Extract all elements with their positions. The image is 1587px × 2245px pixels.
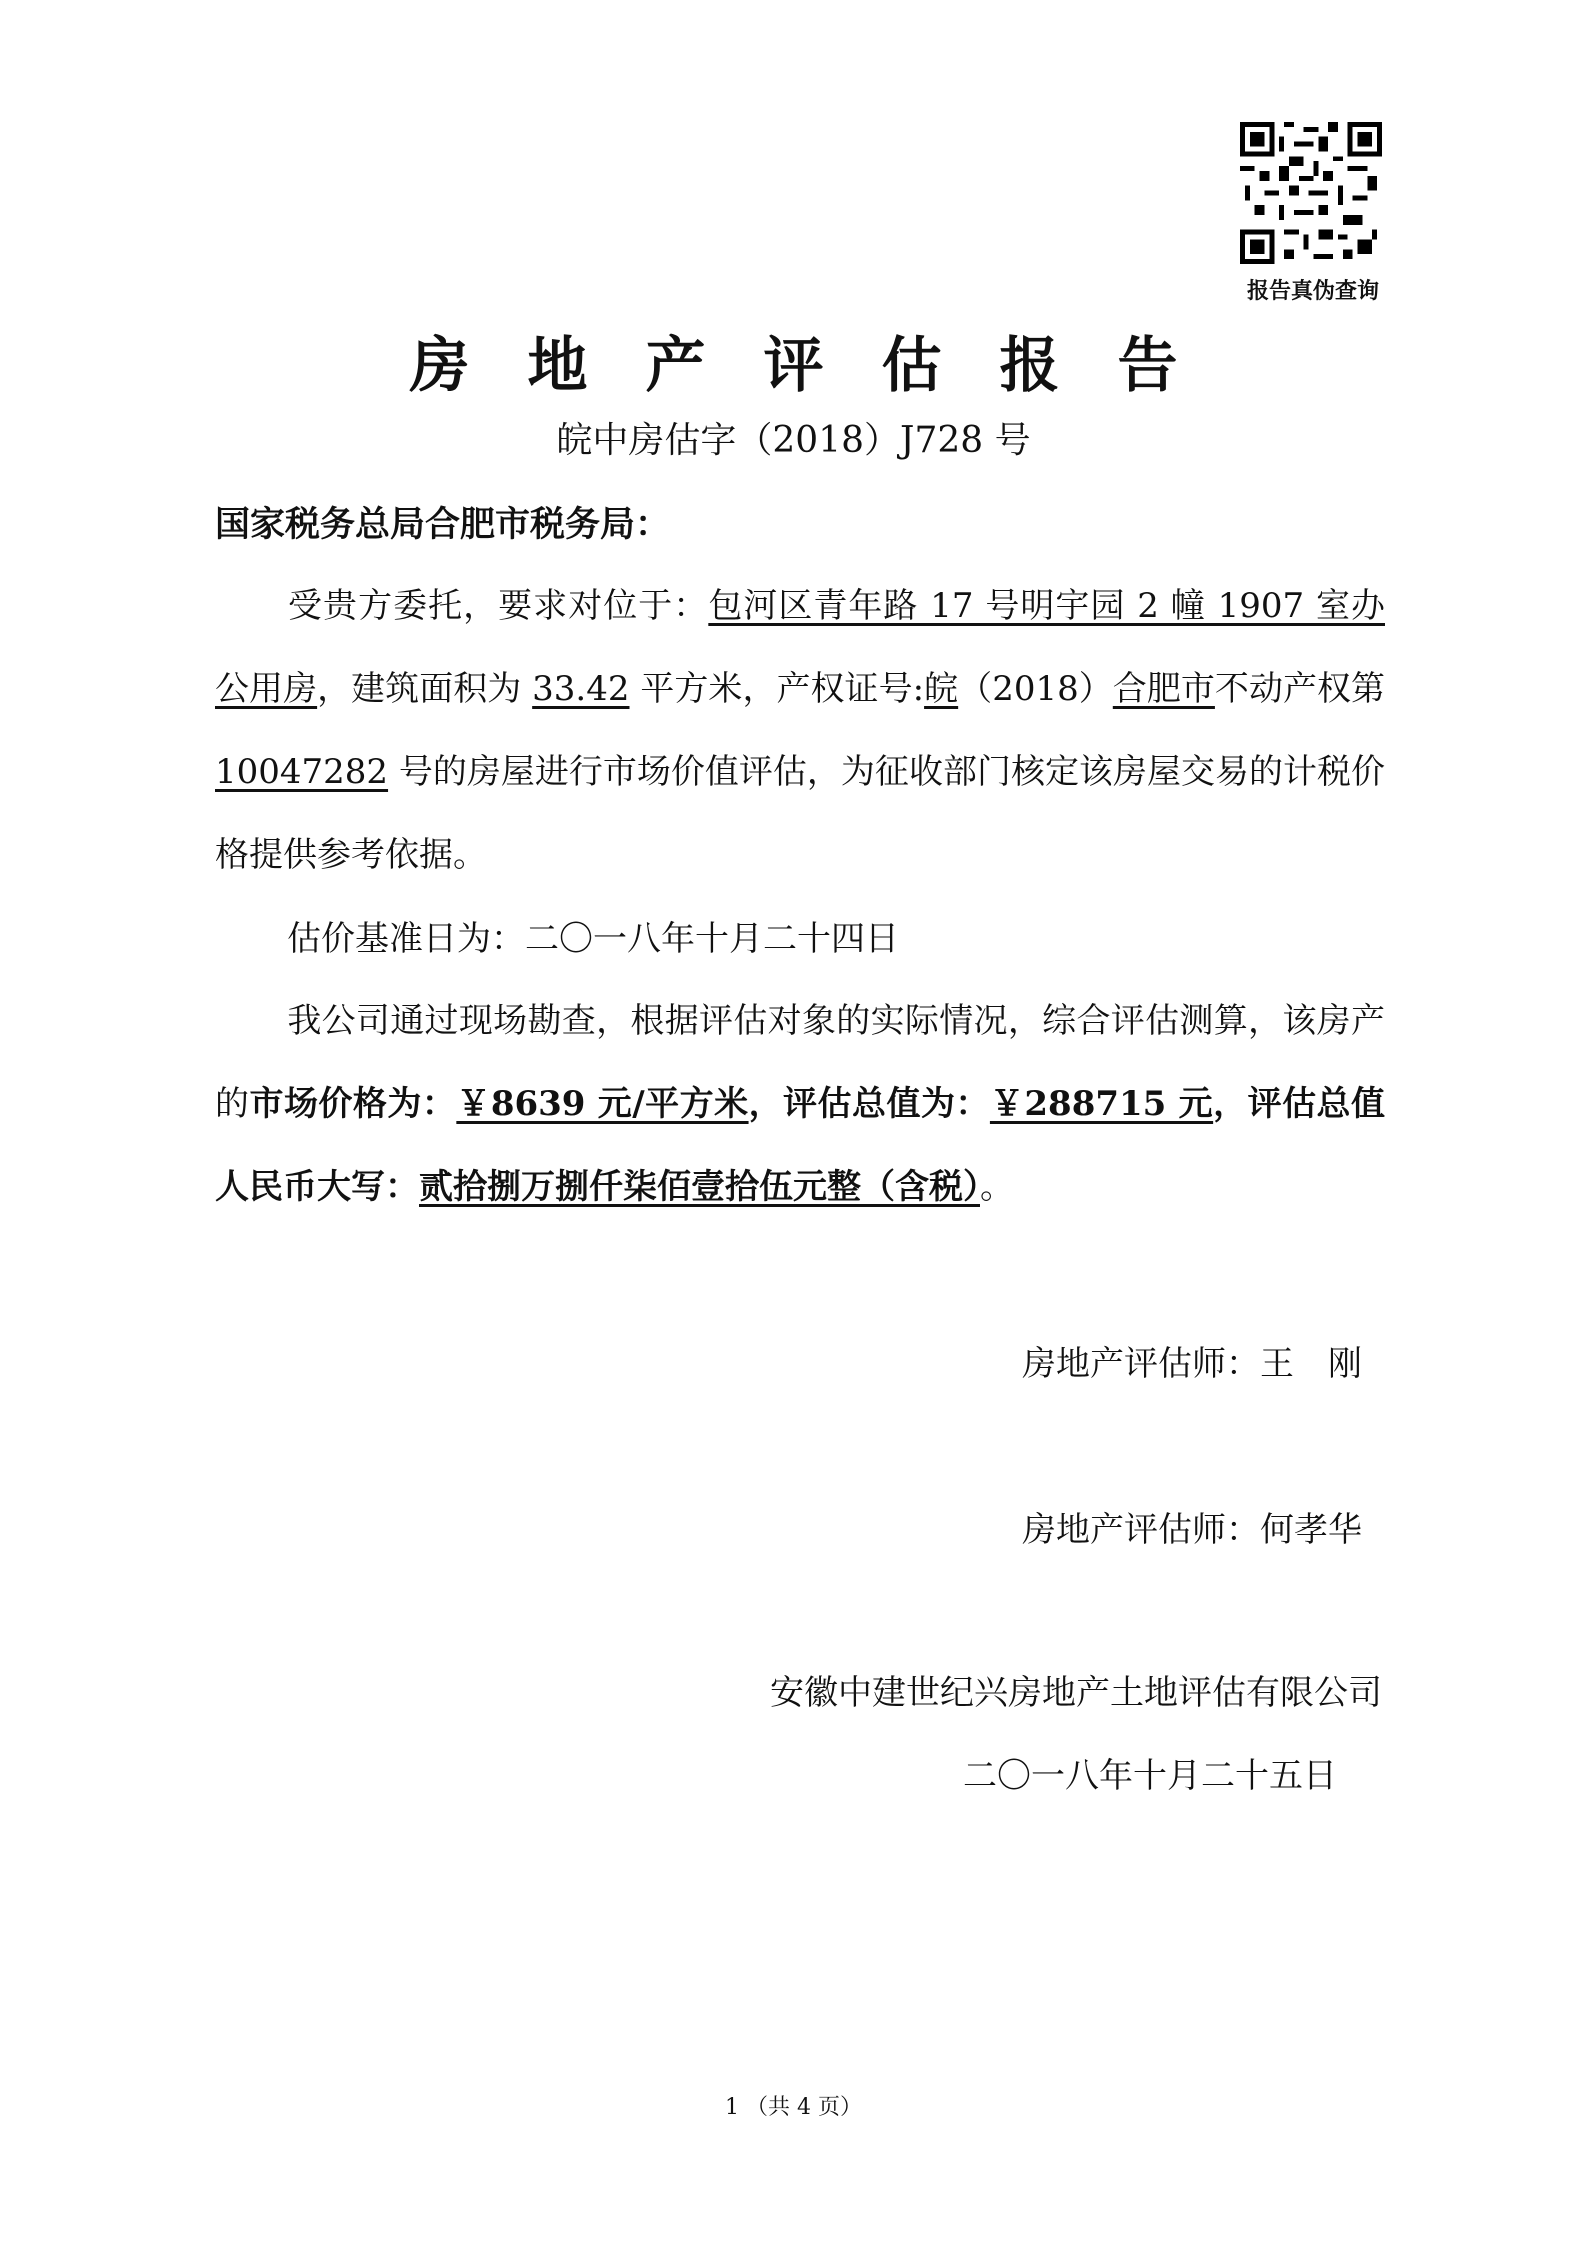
paragraph-result: 我公司通过现场勘查，根据评估对象的实际情况，综合评估测算，该房产的市场价格为：￥8639 元/平方米，评估总值为：￥288715 元，评估总值人民币大写：贰拾捌万捌仟柒佰壹拾伍元整（含税）。 [215, 1001, 1386, 1207]
recipient: 国家税务总局合肥市税务局： [215, 505, 671, 545]
qr-caption: 报告真伪查询 [1246, 279, 1379, 304]
qr-code[interactable] [1240, 122, 1382, 264]
total-value: ￥288715 元 [989, 1084, 1214, 1124]
unit-price: ￥8639 元/平方米 [456, 1084, 749, 1124]
appraiser-2: 房地产评估师：何孝华 [1022, 1510, 1362, 1550]
building-area: 33.42 [532, 669, 630, 709]
cert-city: 合肥市 [1112, 669, 1215, 709]
total-value-words: 贰拾捌万捌仟柒佰壹拾伍元整（含税） [419, 1167, 980, 1207]
valuation-date: 二〇一八年十月二十四日 [525, 919, 899, 959]
report-title: 房地产评估报告 [409, 331, 1236, 401]
cert-number: 10047282 [215, 752, 389, 792]
property-address: 包河区青年路 17 号明宇园 2 幢 1907 室办公用房 [215, 586, 1385, 709]
paragraph-valuation-date: 估价基准日为：二〇一八年十月二十四日 [287, 919, 899, 959]
appraiser-1: 房地产评估师：王 刚 [1022, 1344, 1362, 1384]
cert-prefix: 皖 [924, 669, 959, 709]
paragraph-commission: 受贵方委托，要求对位于：包河区青年路 17 号明宇园 2 幢 1907 室办公用房，建筑面积为 33.42 平方米，产权证号:皖（2018）合肥市不动产权第 10047282 号的房屋进行市场价值评估，为征收部门核定该房屋交易的计税价格提供参考依据。 [215, 586, 1386, 875]
company-name: 安徽中建世纪兴房地产土地评估有限公司 [770, 1673, 1382, 1713]
page-number: 1 （共 4 页） [725, 2095, 862, 2120]
document-number: 皖中房估字（2018）J728 号 [556, 420, 1031, 461]
report-date: 二〇一八年十月二十五日 [963, 1756, 1337, 1796]
